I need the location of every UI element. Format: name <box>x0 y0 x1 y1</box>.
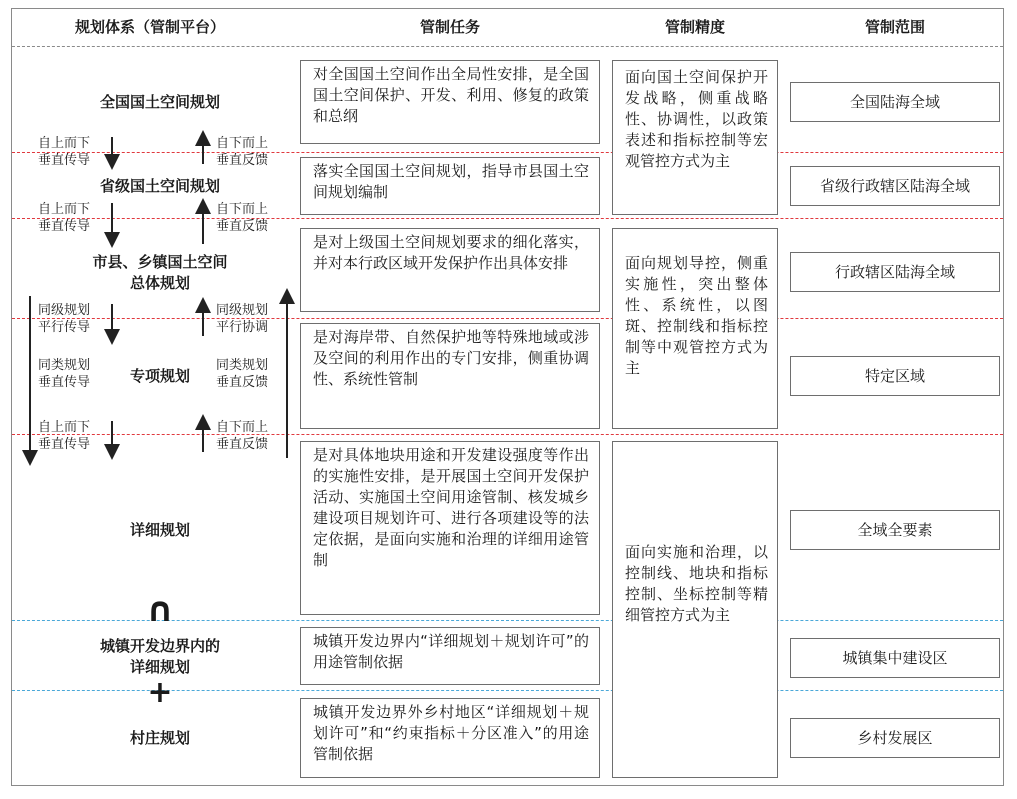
scope-county: 行政辖区陆海全域 <box>790 252 1000 292</box>
flow-same-type-down: 同类规划 垂直传导 <box>38 358 91 390</box>
header-scope: 管制范围 <box>864 18 925 36</box>
header-task: 管制任务 <box>419 18 480 36</box>
header-system: 规划体系（管制平台） <box>74 18 225 36</box>
level-urban-detailed: 城镇开发边界内的 详细规划 <box>99 637 220 676</box>
precision-macro: 面向国土空间保护开发战略，侧重战略性、协调性，以政策表述和指标控制等宏观管控方式为主 <box>612 60 778 215</box>
level-provincial: 省级国土空间规划 <box>99 177 220 195</box>
level-county: 市县、乡镇国土空间 总体规划 <box>92 253 228 292</box>
level-national: 全国国土空间规划 <box>99 93 220 111</box>
flow-same-type-up: 同类规划 垂直反馈 <box>216 358 269 390</box>
precision-meso: 面向规划导控，侧重实施性，突出整体性、系统性，以图斑、控制线和指标控制等中观管控方式为主 <box>612 228 778 429</box>
scope-special: 特定区域 <box>790 356 1000 396</box>
task-detailed: 是对具体地块用途和开发建设强度等作出的实施性安排，是开展国土空间开发保护活动、实施国土空间用途管制、核发城乡建设项目规划许可、进行各项建设等的法定依据，是面向实施和治理的详细用途管制 <box>300 441 600 615</box>
plus-symbol: + <box>147 675 173 710</box>
precision-micro: 面向实施和治理，以控制线、地块和指标控制、坐标控制等精细管控方式为主 <box>612 441 778 778</box>
flow-down-2: 自上而下 垂直传导 <box>38 202 91 234</box>
flow-up-2: 自下而上 垂直反馈 <box>216 202 269 234</box>
scope-village: 乡村发展区 <box>790 718 1000 758</box>
flow-down-3: 自上而下 垂直传导 <box>38 420 91 452</box>
task-village: 城镇开发边界外乡村地区“详细规划＋规划许可”和“约束指标＋分区准入”的用途管制依据 <box>300 698 600 778</box>
task-national: 对全国国土空间作出全局性安排，是全国国土空间保护、开发、利用、修复的政策和总纲 <box>300 60 600 144</box>
level-detailed: 详细规划 <box>129 521 190 539</box>
flow-same-level: 同级规划 平行传导 <box>38 303 91 335</box>
scope-national: 全国陆海全域 <box>790 82 1000 122</box>
level-village: 村庄规划 <box>129 729 190 747</box>
flow-up-3: 自下而上 垂直反馈 <box>216 420 269 452</box>
flow-down-1: 自上而下 垂直传导 <box>38 136 91 168</box>
task-provincial: 落实全国国土空间规划，指导市县国土空间规划编制 <box>300 157 600 215</box>
scope-provincial: 省级行政辖区陆海全域 <box>790 166 1000 206</box>
scope-urban: 城镇集中建设区 <box>790 638 1000 678</box>
task-special: 是对海岸带、自然保护地等特殊地域或涉及空间的利用作出的专门安排，侧重协调性、系统性管制 <box>300 323 600 429</box>
task-urban: 城镇开发边界内“详细规划＋规划许可”的用途管制依据 <box>300 627 600 685</box>
intersection-symbol: ∩ <box>146 590 174 630</box>
level-special: 专项规划 <box>129 367 190 385</box>
scope-detailed: 全域全要素 <box>790 510 1000 550</box>
flow-up-1: 自下而上 垂直反馈 <box>216 136 269 168</box>
header-precision: 管制精度 <box>664 18 725 36</box>
flow-same-level-coord: 同级规划 平行协调 <box>216 303 269 335</box>
task-county: 是对上级国土空间规划要求的细化落实，并对本行政区域开发保护作出具体安排 <box>300 228 600 312</box>
